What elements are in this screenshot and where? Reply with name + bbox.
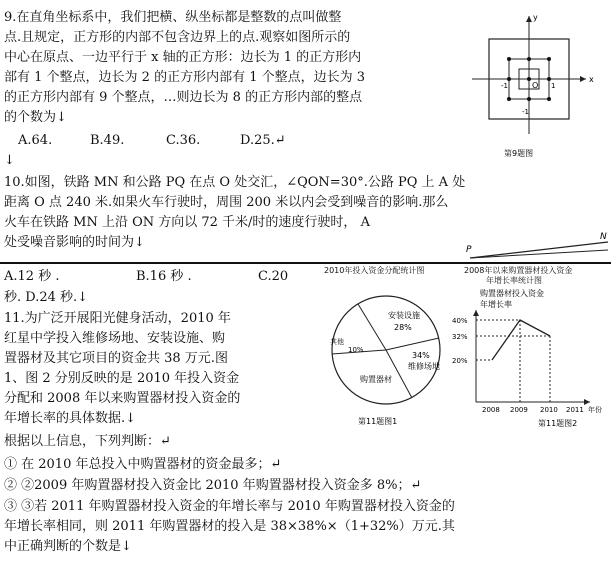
q11-line-series [492, 320, 550, 360]
q11-pie-value-install: 28% [394, 323, 412, 332]
q11-line: 11.为广泛开展阳光健身活动，2010 年 [4, 311, 231, 326]
q11-pie-value-other: 10% [348, 346, 364, 354]
q11-judgement-3-cont: 年增长率相同，则 2011 年购置器材的投入是 38×38%×（1+32%）万元.其 [4, 519, 455, 534]
q11-pie-label-repair: 维修场地 [408, 362, 440, 371]
q11-pie-caption: 第11题图1 [358, 417, 398, 426]
q9-line: 部有 1 个整点，边长为 2 的正方形内部有 1 个整点，边长为 3 [4, 70, 366, 85]
q11-line: 红星中学投入维修场地、安装设施、购 [4, 331, 226, 346]
q10-option-a: A.12 秒 . [4, 269, 60, 284]
q9-figure-caption: 第9题图 [504, 149, 534, 158]
q11-pie-label-other: 其他 [330, 338, 344, 346]
q10-road-pq [470, 242, 608, 258]
q9-line: 的个数为↓ [4, 110, 67, 125]
q11-line-caption: 第11题图2 [538, 419, 578, 428]
q9-option-d: D.25.↵ [240, 133, 286, 148]
q11-pie-label-install: 安装设施 [388, 311, 420, 320]
q11-line-legend-1: 购置器材投入资金 [480, 289, 544, 298]
q11-judgement-3-end: 中正确判断的个数是↓ [4, 539, 132, 554]
q10-line: 10.如图，铁路 MN 和公路 PQ 在点 O 处交汇，∠QON=30°.公路 PQ 上 A 处 [4, 175, 466, 190]
q11-line-figure [450, 264, 608, 432]
q10-line: 火车在铁路 MN 上沿 ON 方向以 72 千米/时的速度行驶时， A [4, 215, 370, 230]
q11-judgement-3: ③ ③若 2011 年购置器材投入资金的年增长率与 2010 年购置器材投入资金的 [4, 499, 455, 514]
q11-line-xtick: 2011 [566, 406, 584, 414]
q9-tick-neg-y: -1 [522, 108, 529, 116]
q11-pie-chart [318, 278, 448, 428]
q11-line-ytick-32: 32% [452, 333, 468, 341]
q11-line-xtick: 2010 [540, 406, 558, 414]
q10-option-c: C.20 [258, 269, 289, 284]
q11-line: 年增长率的具体数据.↓ [4, 411, 137, 426]
q11-line-x-label: 年份 [588, 406, 602, 414]
q11-pie-value-repair: 34% [412, 351, 430, 360]
q9-grid-diagram [462, 6, 602, 164]
q9-tick-pos: 1 [551, 82, 556, 90]
q9-blank-mark: ↓ [4, 153, 15, 168]
q9-tick-neg: -1 [501, 82, 508, 90]
q9-option-a: A.64. [18, 133, 53, 148]
q10-option-d-line: 秒. D.24 秒.↓ [4, 290, 89, 305]
q11-line-chart [450, 286, 608, 432]
q10-label-p: P [466, 245, 472, 255]
q11-line-title-1: 2008年以来购置器材投入资金 [464, 266, 573, 275]
q11-pie-figure [318, 264, 448, 432]
q11-line-title-2: 年增长率统计图 [486, 276, 542, 285]
q9-origin-label: O [532, 81, 539, 90]
q9-line: 9.在直角坐标系中，我们把横、纵坐标都是整数的点叫做整 [4, 10, 342, 25]
q11-line: 1、图 2 分别反映的是 2010 年投入资金 [4, 371, 240, 386]
q9-axis-y-label: y [533, 13, 538, 22]
q11-line: 分配和 2008 年以来购置器材投入资金的 [4, 391, 241, 406]
q11-pie-label-equipment: 购置器材 [360, 375, 392, 384]
q10-line: 处受噪音影响的时间为↓ [4, 235, 145, 250]
q9-line: 中心在原点、一边平行于 x 轴的正方形：边长为 1 的正方形内 [4, 50, 362, 65]
q11-intro: 根据以上信息，下列判断：↵ [4, 434, 171, 449]
q11-line-ytick-20: 20% [452, 357, 468, 365]
q11-judgement-1: ① 在 2010 年总投入中购置器材的资金最多；↵ [4, 457, 282, 472]
q10-line: 距离 O 点 240 米.如果火车行驶时，周围 200 米以内会受到噪音的影响.那么 [4, 195, 449, 210]
q11-line-legend-2: 年增长率 [480, 300, 512, 309]
q11-line: 置器材及其它项目的资金共 38 万元.图 [4, 351, 228, 366]
q9-axis-x-label: x [589, 75, 594, 84]
q10-railway-mn [470, 250, 608, 258]
q9-line: 的正方形内部有 9 个整点，…则边长为 8 的正方形内部的整点 [4, 90, 363, 105]
q11-line-ytick-40: 40% [452, 317, 468, 325]
q10-figure [460, 228, 611, 262]
q9-option-c: C.36. [166, 133, 201, 148]
q9-figure [462, 6, 602, 164]
q10-label-n: N [600, 232, 607, 242]
q9-line: 点.且规定，正方形的内部不包含边界上的点.观察如图所示的 [4, 30, 351, 45]
q11-line-xtick: 2009 [510, 406, 528, 414]
q10-option-b: B.16 秒 . [136, 269, 192, 284]
q11-judgement-2: ② ②2009 年购置器材投入资金比 2010 年购置器材投入资金多 8%；↵ [4, 478, 422, 493]
q9-option-b: B.49. [90, 133, 125, 148]
q11-line-xtick: 2008 [482, 406, 500, 414]
q11-pie-title: 2010年投入资金分配统计图 [324, 266, 425, 275]
